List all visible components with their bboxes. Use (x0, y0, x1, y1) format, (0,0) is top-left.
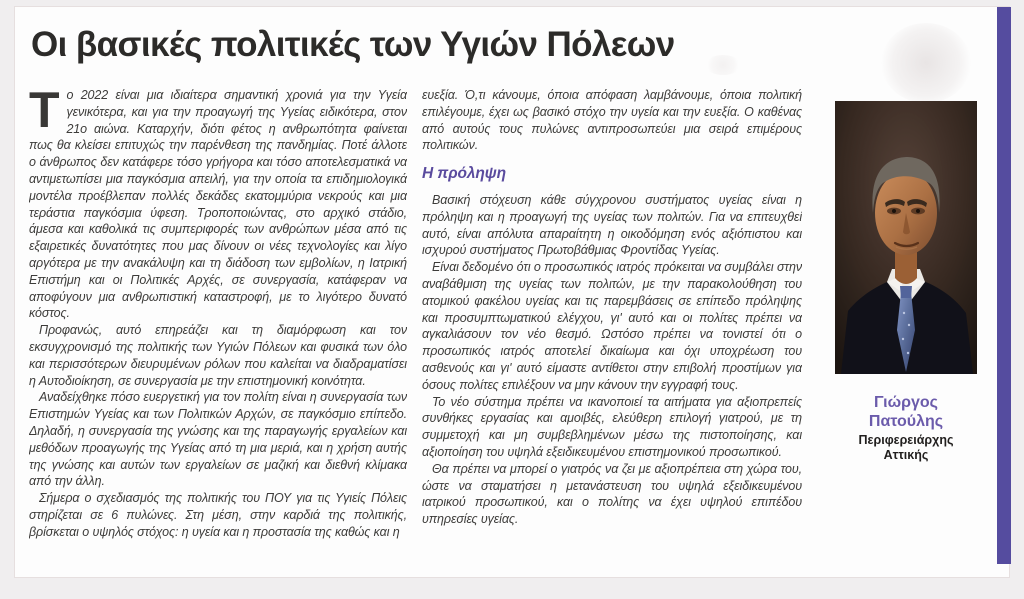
body-paragraph: Προφανώς, αυτό επηρεάζει και τη διαμόρφωση και τον εκσυγχρονισμό της πολιτικής των Υγιών Πόλεων και φυσικά των όλο και περισσότερων διευρυμένων ρόλων που καλείται να διαδραματίσει η Αυτοδιοίκηση, σε συνεργασία με την επιστημονική κοινότητα. (29, 323, 407, 388)
magazine-page (14, 6, 1010, 578)
photo-caption (835, 393, 977, 462)
accent-bar (997, 7, 1011, 564)
author-portrait-photo (835, 101, 977, 374)
author-role: Περιφερειάρχης Αττικής (858, 433, 954, 462)
body-paragraph: Βασική στόχευση κάθε σύγχρονου συστήματος υγείας είναι η πρόληψη και η προαγωγή της υγείας των πολιτών. Για να επιτευχθεί αυτό, είναι απόλυτα απαραίτητη η οικοδόμηση ενός αξιόπιστου και ισχυρού συστήματος Πρωτοβάθμιας Φροντίδας Υγείας. (422, 192, 802, 258)
scan-smudge (705, 55, 741, 75)
article-column-left (29, 87, 407, 579)
drop-cap: Τ (29, 87, 60, 138)
body-paragraph: Αναδείχθηκε πόσο ευεργετική για τον πολίτη είναι η συνεργασία των Επιστημών Υγείας και των Πολιτικών Αρχών, σε παγκόσμιο επίπεδο. Δηλαδή, η συνεργασία της γνώσης και της παραγωγής εργαλείων και μεθόδων προαγωγής της Υγείας από τη μια μεριά, και η χρήση αυτής της γνώσης και αυτών των εργαλείων σε μαζική και διεθνή κλίμακα από την άλλη. (29, 390, 407, 489)
body-paragraph: Σήμερα ο σχεδιασμός της πολιτικής του ΠΟΥ για τις Υγιείς Πόλεις στηρίζεται σε 6 πυλώνες. Στη μέση, στην καρδιά της πολιτικής, βρίσκεται ο υψηλός στόχος: η υγεία και η προστασία της καθώς και η (29, 491, 407, 539)
article-title: Οι βασικές πολιτικές των Υγιών Πόλεων (31, 25, 675, 64)
body-paragraph: Το νέο σύστημα πρέπει να ικανοποιεί τα αιτήματα για αξιοπρεπείς συνθήκες εργασίας και αμοιβές, ελεύθερη επιλογή γιατρού, με τη συμμετοχή και μη συμβεβλημένων μέσω της πιστοποίησης, και αξιοποίηση του υψηλά εξειδικευμένου επιστημονικού προσωπικού. (422, 394, 802, 459)
article-column-right (422, 87, 802, 579)
section-heading-prevention: Η πρόληψη (422, 165, 507, 183)
scan-smudge (881, 23, 971, 103)
body-paragraph: Θα πρέπει να μπορεί ο γιατρός να ζει με αξιοπρέπεια στη χώρα του, ώστε να σταματήσει η μετανάστευση του υψηλά εξειδικευμένου ιατρικού προσωπικού, και ο πολίτης να έχει υψηλού επιπέδου υπηρεσίες υγείας. (422, 461, 802, 527)
author-name: Γιώργος Πατούλης (868, 394, 944, 430)
body-paragraph: Είναι δεδομένο ότι ο προσωπικός ιατρός πρόκειται να συμβάλει στην αναβάθμιση της υγείας των πολιτών, με την παρακολούθηση του ατομικού φακέλου υγείας και τις παρεμβάσεις σε επίπεδο πρόληψης και προσυμπτωματικού ελέγχου, γι' αυτό και οι πολίτες πρέπει να αγκαλιάσουν τον νέο θεσμό. Ωστόσο πρέπει να τονιστεί ότι ο προσωπικός ιατρός αποτελεί δικαίωμα και όχι υποχρέωση του ασθενούς και γι' αυτό είμαστε αντίθετοι στην επιβολή προστίμων για όσους πολίτες επιλέξουν να μην κάνουν την εγγραφή τους. (422, 260, 802, 392)
body-paragraph (29, 87, 407, 322)
body-paragraph: ευεξία. Ό,τι κάνουμε, όποια απόφαση λαμβάνουμε, όποια πολιτική επιλέγουμε, έχει ως βασικό στόχο την υγεία και την ευεξία. Ο καθένας από αυτούς τους πυλώνες αντιπροσωπεύει μια σειρά επιμέρους πολιτικών. (422, 88, 802, 153)
paragraph-text: ο 2022 είναι μια ιδιαίτερα σημαντική χρονιά για την Υγεία γενικότερα, και για την προαγωγή της Υγείας ειδικότερα, στον 21ο αιώνα. Καταρχήν, διότι φέτος η ανθρωπότητα φαίνεται πως θα κλείσει επιτυχώς την παρένθεση της πανδημίας. Ποτέ άλλοτε ο άνθρωπος δεν κατάφερε τόσο γρήγορα και τόσο αποτελεσματικά να αντιμετωπίσει μια παγκόσμια απειλή, για την οποία τα επιδημιολογικά μοντέλα προέβλεπαν πολλές δεκάδες εκατομμύρια νεκρούς και μια τεράστια παγκόσμια ύφεση. Τροποποιώντας, στο αρχικό στάδιο, άμεσα και καθολικά τις συμπεριφορές των ανθρώπων μέσα από τις εξαιρετικές δυνατότητες που μας δίνουν οι νέες τεχνολογίες και λίγο αργότερα με την ανακάλυψη και τη διάδοση των εμβολίων, η Ιατρική Επιστήμη και οι Πολιτικές Αρχές, σε συνεργασία, κατάφεραν να αποφύγουν μια ανθρωπιστική καταστροφή, με το λιγότερο δυνατό κόστος. (29, 88, 407, 321)
